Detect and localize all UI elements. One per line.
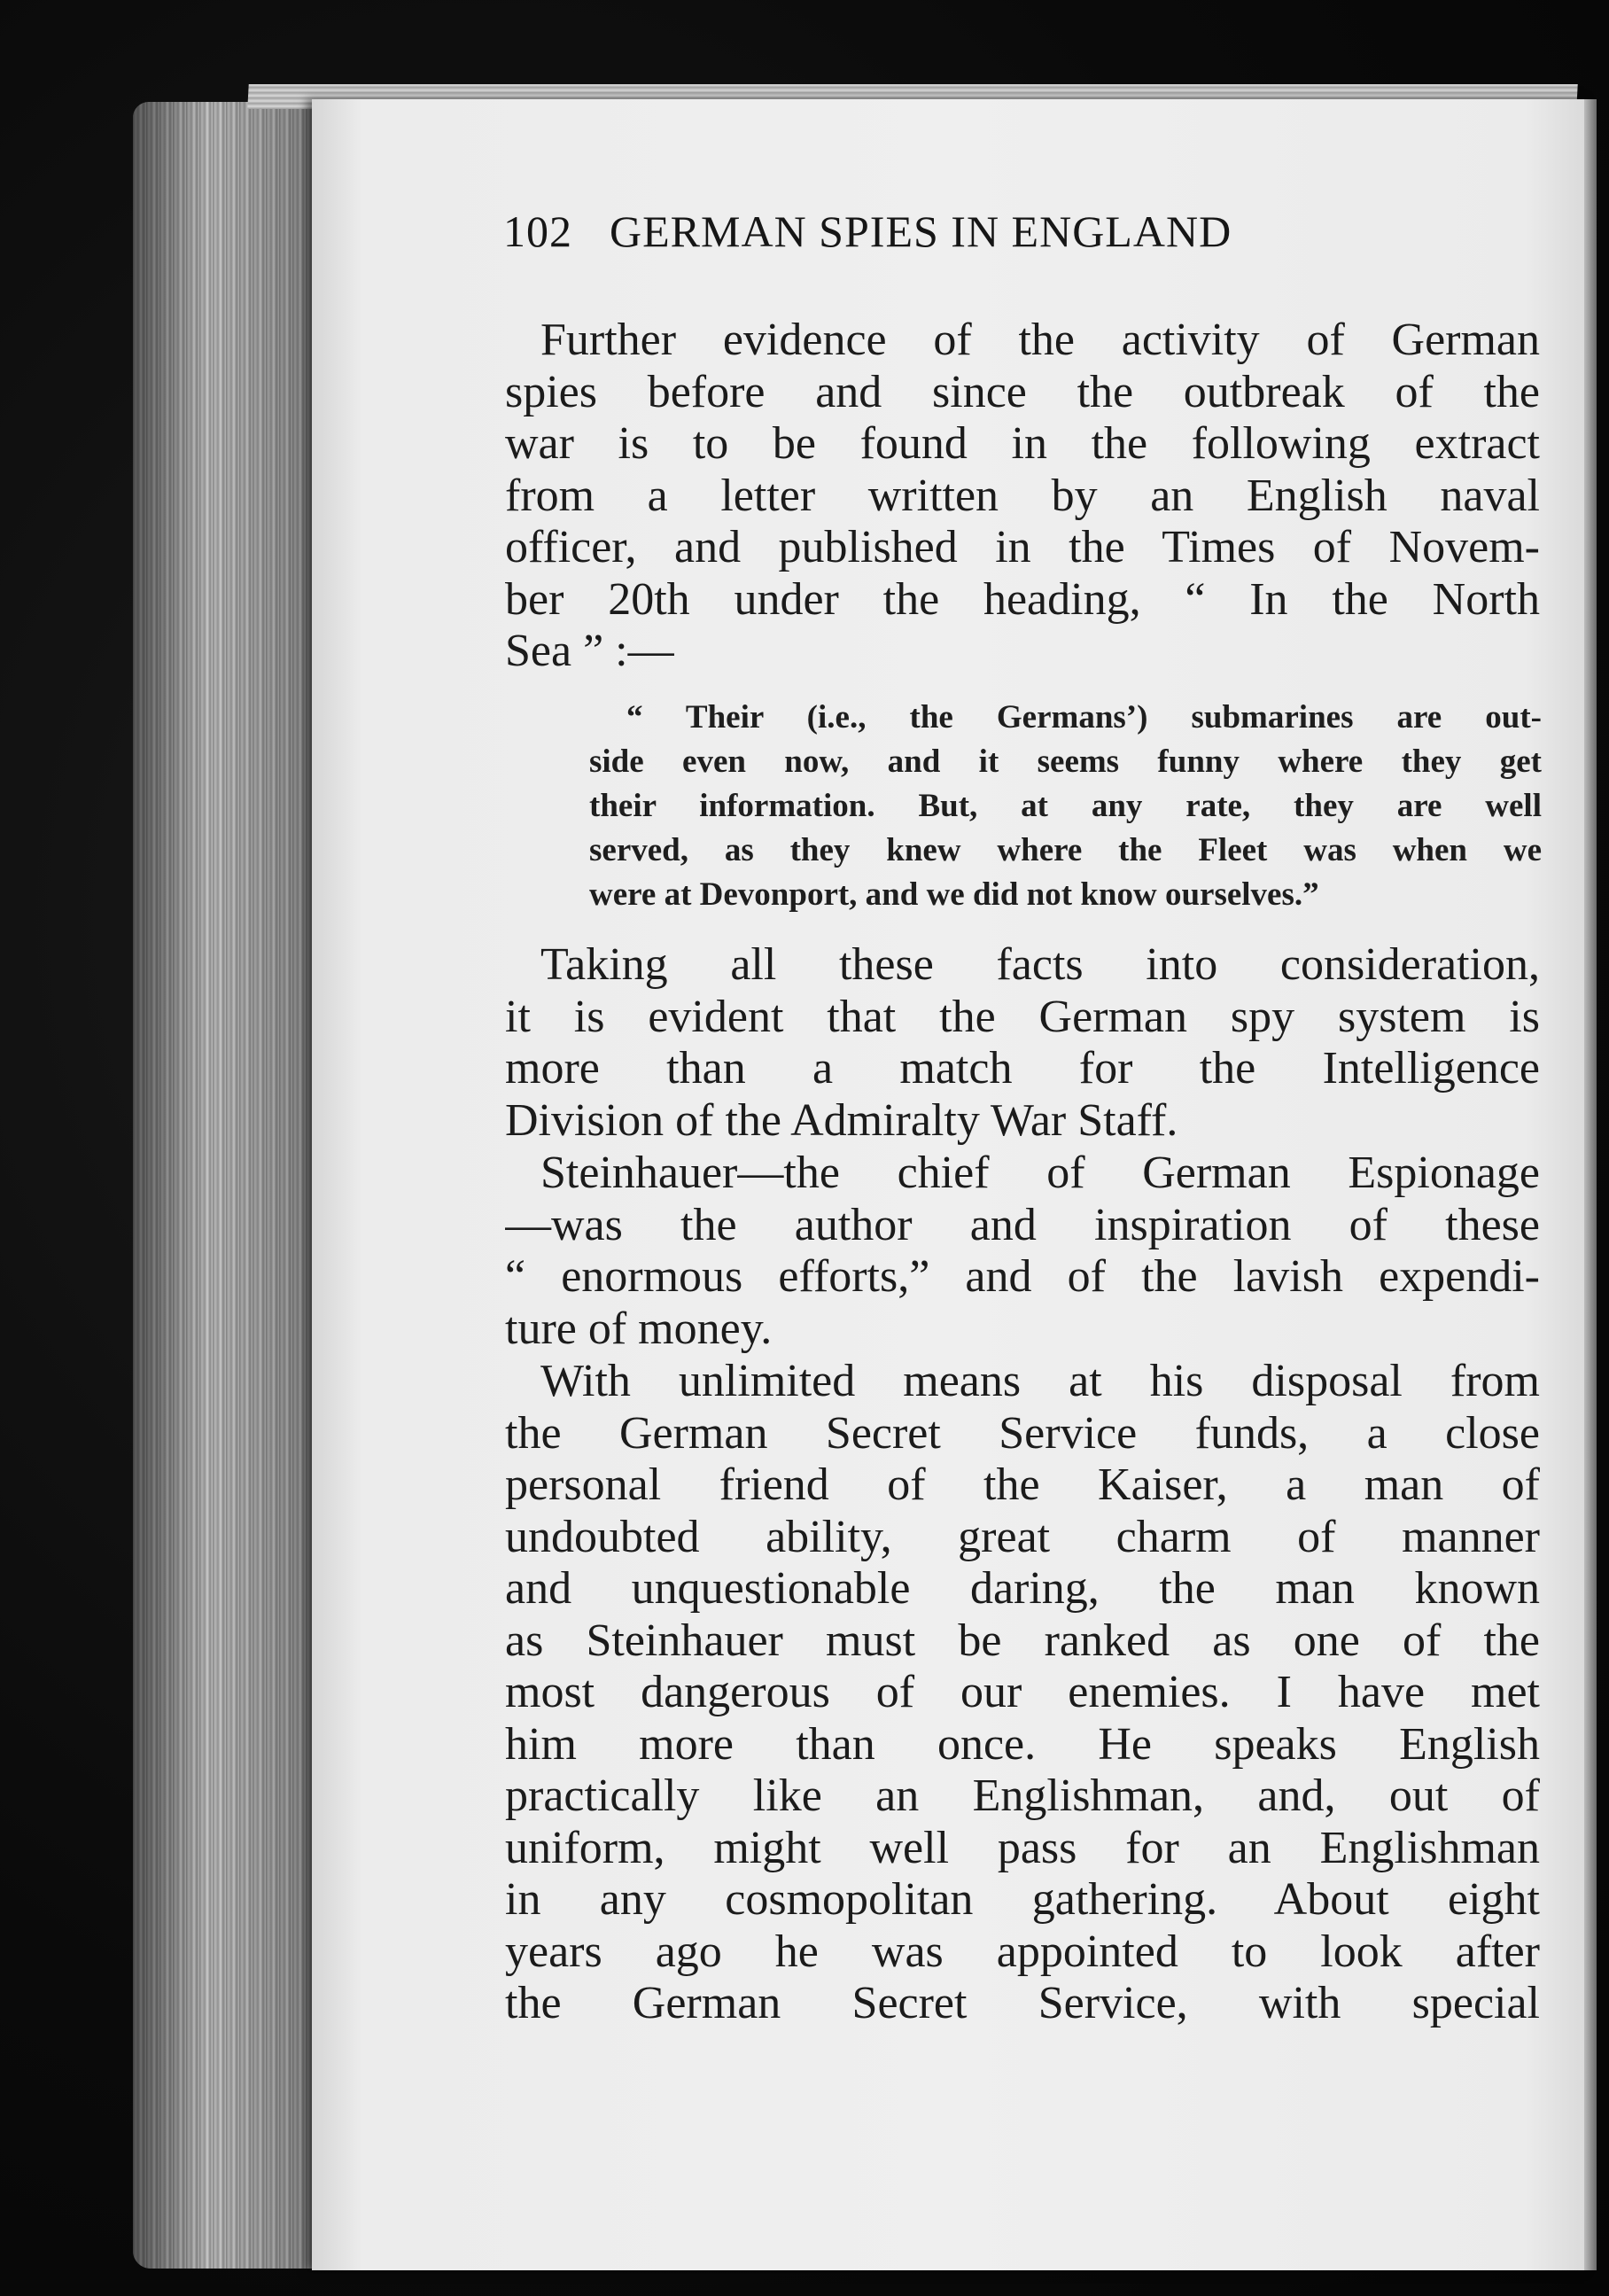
text-line: Taking all these facts into consideration, — [540, 939, 1540, 990]
text-line: —was the author and inspiration of these — [505, 1199, 1540, 1250]
quote-line: their information. But, at any rate, they are well — [589, 788, 1542, 824]
text-line: and unquestionable daring, the man known — [505, 1563, 1540, 1614]
text-line: the German Secret Service, with special — [505, 1978, 1540, 2028]
paragraph-consideration — [505, 939, 1540, 1147]
text-line: from a letter written by an English naval — [505, 470, 1540, 521]
page-number: 102 — [503, 206, 572, 256]
paragraph-evidence — [505, 315, 1540, 678]
text-line: Division of the Admiralty War Staff. — [505, 1094, 1178, 1146]
text-line: undoubted ability, great charm of manner — [505, 1511, 1540, 1562]
text-line: Further evidence of the activity of German — [540, 315, 1540, 365]
quote-line: served, as they knew where the Fleet was when we — [589, 832, 1542, 868]
quote-line: “ Their (i.e., the Germans’) submarines are out- — [626, 699, 1542, 735]
text-line: as Steinhauer must be ranked as one of the — [505, 1615, 1540, 1666]
text-line: Sea ” :— — [505, 626, 674, 676]
text-line: in any cosmopolitan gathering. About eight — [505, 1874, 1540, 1925]
text-line: personal friend of the Kaiser, a man of — [505, 1459, 1540, 1510]
text-line: uniform, might well pass for an Englishman — [505, 1822, 1540, 1873]
text-line: war is to be found in the following extract — [505, 418, 1540, 469]
text-line: practically like an Englishman, and, out of — [505, 1771, 1540, 1821]
text-line: most dangerous of our enemies. I have met — [505, 1667, 1540, 1717]
running-title: GERMAN SPIES IN ENGLAND — [610, 206, 1232, 256]
running-head — [503, 206, 1544, 268]
text-line: ber 20th under the heading, “ In the North — [505, 573, 1540, 625]
page-right-edge — [1584, 99, 1597, 2270]
page-edge-shadow — [133, 102, 323, 2269]
paragraph-unlimited-means — [505, 1356, 1540, 2030]
text-line: “ enormous efforts,” and of the lavish expendi- — [505, 1251, 1540, 1302]
text-line: him more than once. He speaks English — [505, 1718, 1540, 1770]
quote-line: were at Devonport, and we did not know ourselves.” — [589, 876, 1319, 913]
text-line: the German Secret Service funds, a close — [505, 1407, 1540, 1459]
text-line: years ago he was appointed to look after — [505, 1926, 1540, 1977]
text-line: officer, and published in the Times of Novem- — [505, 522, 1540, 572]
text-line: With unlimited means at his disposal from — [540, 1356, 1540, 1406]
text-line: spies before and since the outbreak of the — [505, 366, 1540, 417]
quote-line: side even now, and it seems funny where they get — [589, 743, 1542, 780]
block-quote — [589, 696, 1542, 917]
text-line: Steinhauer—the chief of German Espionage — [540, 1148, 1540, 1198]
text-line: ture of money. — [505, 1303, 773, 1354]
paragraph-steinhauer — [505, 1148, 1540, 1355]
text-line: more than a match for the Intelligence — [505, 1043, 1540, 1094]
text-line: it is evident that the German spy system is — [505, 991, 1540, 1042]
